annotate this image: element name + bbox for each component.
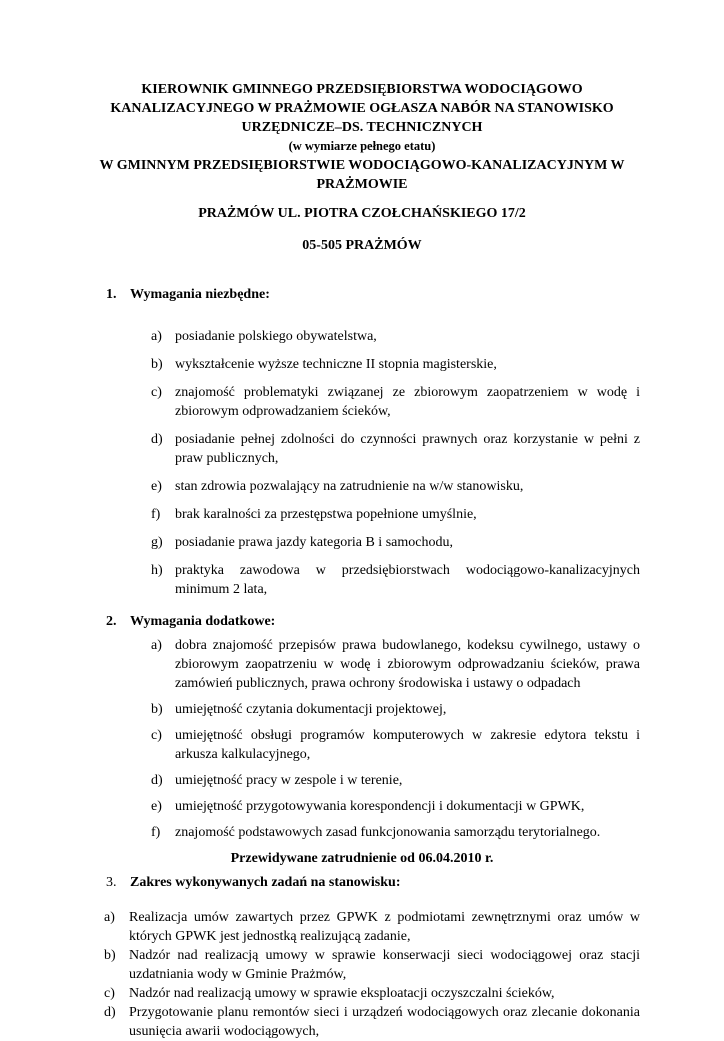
list-marker: c) <box>151 385 162 400</box>
list-item <box>151 561 640 599</box>
section-item-list <box>84 327 640 599</box>
list-item-text: Nadzór nad realizacją umowy w sprawie eksploatacji oczyszczalni ścieków, <box>129 986 555 1001</box>
list-marker: g) <box>151 535 163 550</box>
section-title: Wymagania dodatkowe: <box>130 614 276 629</box>
list-marker: e) <box>151 479 162 494</box>
list-item <box>151 477 640 496</box>
list-item-text: posiadanie pełnej zdolności do czynności prawnych oraz korzystanie w pełni z praw publicznych, <box>175 432 640 466</box>
list-marker: d) <box>104 1005 116 1020</box>
list-item <box>151 823 640 842</box>
list-item <box>151 797 640 816</box>
list-item <box>104 908 640 946</box>
document-subtitle: (w wymiarze pełnego etatu) <box>288 139 436 153</box>
address-line-1: PRAŻMÓW UL. PIOTRA CZOŁCHAŃSKIEGO 17/2 <box>198 206 526 221</box>
list-item-text: Realizacja umów zawartych przez GPWK z podmiotami zewnętrznymi oraz umów w których GPWK jest jednostką realizującą zadanie, <box>129 910 640 944</box>
section-requirements-additional <box>84 612 640 842</box>
section-number: 2. <box>106 614 117 629</box>
list-item-text: dobra znajomość przepisów prawa budowlanego, kodeksu cywilnego, ustawy o zbiorowym zaopatrzeniu w wodę i zbiorowym odprowadzaniu ścieków, prawa zamówień publicznych, prawa ochrony środowiska i ustawy o odpadach <box>175 638 640 691</box>
list-marker: b) <box>151 702 163 717</box>
section-heading <box>84 285 640 304</box>
list-item-text: umiejętność przygotowywania korespondencji i dokumentacji w GPWK, <box>175 799 585 814</box>
list-item-text: znajomość problematyki związanej ze zbiorowym zaopatrzeniem w wodę i zbiorowym odprowadzaniem ścieków, <box>175 385 640 419</box>
list-marker: c) <box>104 986 115 1001</box>
list-item <box>151 771 640 790</box>
list-marker: e) <box>151 799 162 814</box>
section-title: Zakres wykonywanych zadań na stanowisku: <box>130 875 401 890</box>
list-item-text: umiejętność pracy w zespole i w terenie, <box>175 773 403 788</box>
list-item-text: wykształcenie wyższe techniczne II stopnia magisterskie, <box>175 357 497 372</box>
list-item-text: umiejętność obsługi programów komputerowych w zakresie edytora tekstu i arkusza kalkulacyjnego, <box>175 728 640 762</box>
section-number: 3. <box>106 875 117 890</box>
address-line-2: 05-505 PRAŻMÓW <box>302 238 422 253</box>
list-item-text: posiadanie polskiego obywatelstwa, <box>175 329 377 344</box>
list-item-text: Nadzór nad realizacją umowy w sprawie konserwacji sieci wodociągowej oraz stacji uzdatniania wody w Gminie Prażmów, <box>129 948 640 982</box>
list-marker: d) <box>151 432 163 447</box>
section-item-list <box>84 636 640 842</box>
section-duties <box>84 873 640 1041</box>
list-item <box>104 1003 640 1041</box>
organization-line: W GMINNYM PRZEDSIĘBIORSTWIE WODOCIĄGOWO-KANALIZACYJNYM W PRAŻMOWIE <box>99 158 625 192</box>
list-marker: d) <box>151 773 163 788</box>
list-item <box>151 700 640 719</box>
section-heading <box>84 873 640 892</box>
list-item-text: umiejętność czytania dokumentacji projektowej, <box>175 702 447 717</box>
list-item <box>151 505 640 524</box>
list-marker: a) <box>104 910 115 925</box>
list-item <box>104 984 640 1003</box>
section-requirements-essential <box>84 285 640 599</box>
list-item-text: Przygotowanie planu remontów sieci i urządzeń wodociągowych oraz zlecanie dokonania usunięcia awarii wodociągowych, <box>129 1005 640 1039</box>
section-number: 1. <box>106 287 117 302</box>
list-marker: c) <box>151 728 162 743</box>
list-marker: b) <box>151 357 163 372</box>
list-marker: a) <box>151 638 162 653</box>
list-marker: b) <box>104 948 116 963</box>
section-title: Wymagania niezbędne: <box>130 287 270 302</box>
list-item <box>151 430 640 468</box>
employment-start-note: Przewidywane zatrudnienie od 06.04.2010 r. <box>230 851 494 866</box>
list-marker: a) <box>151 329 162 344</box>
section-heading <box>84 612 640 631</box>
list-marker: f) <box>151 507 161 522</box>
list-item <box>151 355 640 374</box>
list-item <box>151 383 640 421</box>
list-marker: f) <box>151 825 161 840</box>
list-marker: h) <box>151 563 163 578</box>
list-item-text: posiadanie prawa jazdy kategoria B i samochodu, <box>175 535 453 550</box>
list-item-text: praktyka zawodowa w przedsiębiorstwach wodociągowo-kanalizacyjnych minimum 2 lata, <box>175 563 640 597</box>
list-item-text: stan zdrowia pozwalający na zatrudnienie na w/w stanowisku, <box>175 479 524 494</box>
document-title: KIEROWNIK GMINNEGO PRZEDSIĘBIORSTWA WODOCIĄGOWO KANALIZACYJNEGO W PRAŻMOWIE OGŁASZA NABÓR NA STANOWISKO URZĘDNICZE–DS. TECHNICZNYCH <box>110 82 614 135</box>
list-item-text: brak karalności za przestępstwa popełnione umyślnie, <box>175 507 477 522</box>
list-item <box>151 327 640 346</box>
document-header <box>84 80 640 255</box>
list-item <box>104 946 640 984</box>
list-item-text: znajomość podstawowych zasad funkcjonowania samorządu terytorialnego. <box>175 825 601 840</box>
list-item <box>151 533 640 552</box>
list-item <box>151 726 640 764</box>
section-item-list <box>84 908 640 1041</box>
list-item <box>151 636 640 693</box>
